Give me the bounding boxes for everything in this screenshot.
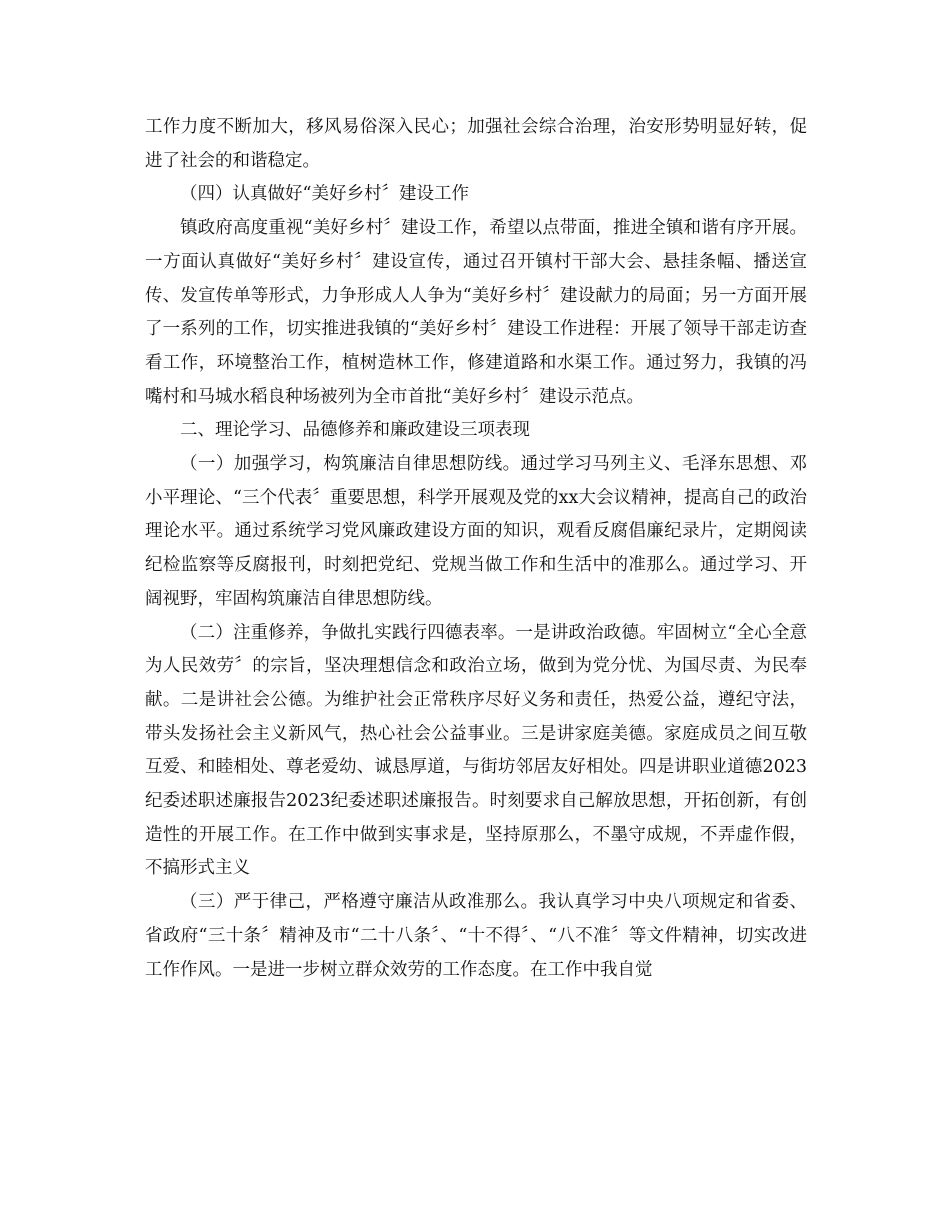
section-heading-2: 二、理论学习、品德修养和廉政建设三项表现 [180,420,530,441]
paragraph-continuation: 工作力度不断加大，移风易俗深入民心；加强社会综合治理，治安形势明显好转，促进了社会的和谐稳定。 [145,117,807,171]
document-page [145,111,807,987]
section-heading-4: （四）认真做好“美好乡村〞建设工作 [180,184,469,205]
paragraph-self-discipline: （三）严于律己，严格遵守廉洁从政准那么。我认真学习中央八项规定和省委、省政府“三十条〞精神及市“二十八条〞、“十不得〞、“八不准〞等文件精神，切实改进工作作风。一是进一步树立群众效劳的工作态度。在工作中我自觉 [145,892,807,980]
paragraph-cultivation: （二）注重修养，争做扎实践行四德表率。一是讲政治政德。牢固树立“全心全意为人民效劳〞的宗旨，坚决理想信念和政治立场，做到为党分忧、为国尽责、为民奉献。二是讲社会公德。为维护社会正常秩序尽好义务和责任，热爱公益，遵纪守法，带头发扬社会主义新风气，热心社会公益事业。三是讲家庭美德。家庭成员之间互敬互爱、和睦相处、尊老爱幼、诚恳厚道，与街坊邻居友好相处。四是讲职业道德2023纪委述职述廉报告2023纪委述职述廉报告。时刻要求自己解放思想，开拓创新，有创造性的开展工作。在工作中做到实事求是，坚持原那么，不墨守成规，不弄虚作假，不搞形式主义 [145,622,807,879]
paragraph-beautiful-village: 镇政府高度重视“美好乡村〞建设工作，希望以点带面，推进全镇和谐有序开展。一方面认真做好“美好乡村〞建设宣传，通过召开镇村干部大会、悬挂条幅、播送宣传、发宣传单等形式，力争形成人人争为“美好乡村〞建设献力的局面；另一方面开展了一系列的工作，切实推进我镇的“美好乡村〞建设工作进程：开展了领导干部走访查看工作，环境整治工作，植树造林工作，修建道路和水渠工作。通过努力，我镇的冯嘴村和马城水稻良种场被列为全市首批“美好乡村〞建设示范点。 [145,218,807,407]
paragraph-study: （一）加强学习，构筑廉洁自律思想防线。通过学习马列主义、毛泽东思想、邓小平理论、“三个代表〞重要思想，科学开展观及党的xx大会议精神，提高自己的政治理论水平。通过系统学习党风廉政建设方面的知识，观看反腐倡廉纪录片，定期阅读纪检监察等反腐报刊，时刻把党纪、党规当做工作和生活中的准那么。通过学习、开阔视野，牢固构筑廉洁自律思想防线。 [145,454,807,609]
